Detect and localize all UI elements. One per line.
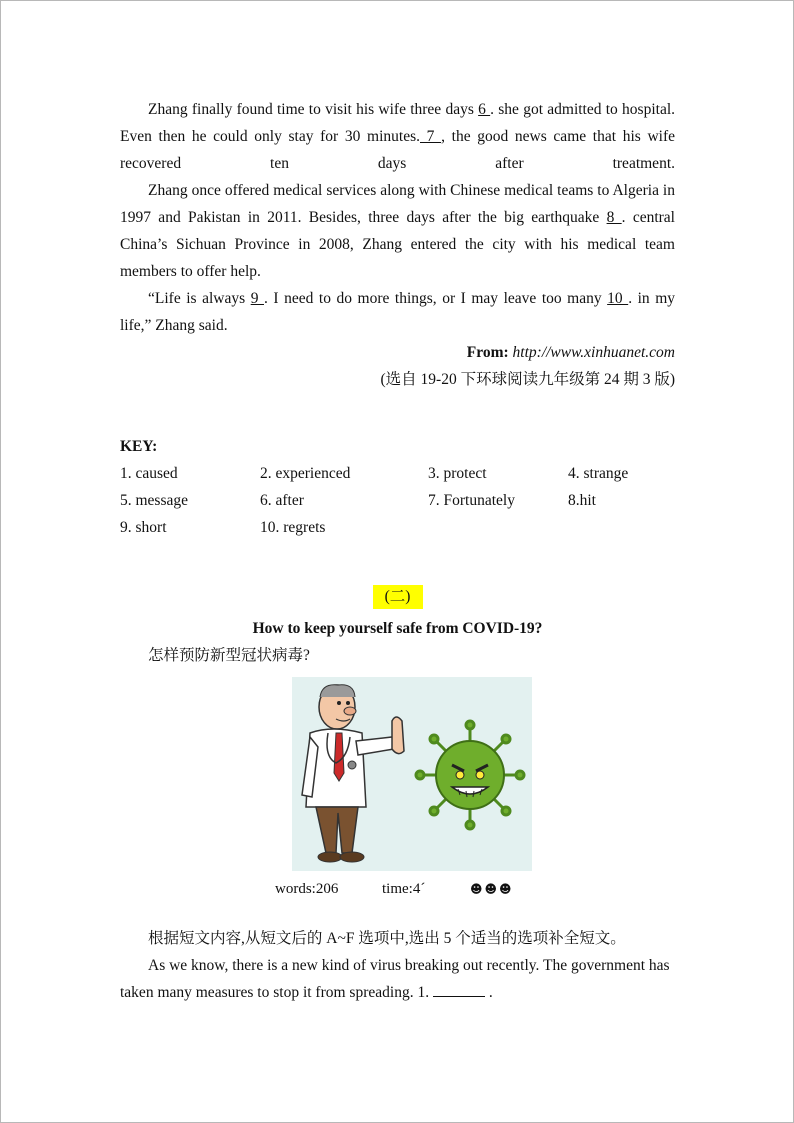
virus-figure [416, 721, 524, 829]
key-answer: 5. message [120, 492, 189, 509]
key-answer: 6. after [260, 492, 304, 509]
key-answer: 2. experienced [260, 465, 351, 482]
answer-blank-1[interactable] [433, 982, 485, 997]
doctor-stopping-virus-illustration [292, 677, 532, 871]
section-label: (二) [373, 585, 423, 609]
blank-7: 7 [420, 128, 442, 145]
key-answer: 3. protect [428, 465, 487, 482]
section2-paragraph-1: As we know, there is a new kind of virus breaking out recently. The government has taken many measures to stop it from spreading. 1. . [120, 957, 670, 1001]
reading-time: time:4´ [382, 881, 426, 897]
key-answer: 10. regrets [260, 519, 326, 536]
document-body [120, 96, 675, 1006]
key-answer: 1. caused [120, 465, 178, 482]
passage-paragraph-3: “Life is always 9 . I need to do more things, or I may leave too many 10 . in my life,” Zhang said. [120, 290, 676, 334]
passage-paragraph-2: Zhang once offered medical services along with Chinese medical teams to Algeria in 1997 and Pakistan in 2011. Besides, three days after the big earthquake 8 . central China’s Sichuan Province in 2008, Zhang entered the city with his medical team members to offer help. [120, 182, 675, 280]
source-url[interactable]: http://www.xinhuanet.com [512, 344, 675, 361]
blank-6: 6 [478, 101, 491, 118]
reading-meta-row [120, 875, 675, 903]
blank-9: 9 [250, 290, 264, 307]
key-answer: 8.hit [568, 492, 596, 509]
answer-key-grid [120, 460, 675, 541]
section-title: How to keep yourself safe from COVID-19? [252, 620, 543, 637]
source-line: From: http://www.xinhuanet.com [466, 344, 675, 361]
word-count: words:206 [275, 881, 339, 897]
blank-8: 8 [606, 209, 622, 226]
selection-note: (选自 19-20 下环球阅读九年级第 24 期 3 版) [380, 371, 675, 388]
key-answer: 7. Fortunately [428, 492, 515, 509]
blank-10: 10 [607, 290, 629, 307]
key-title: KEY: [120, 438, 158, 455]
instruction-cn: 根据短文内容,从短文后的 A~F 选项中,选出 5 个适当的选项补全短文。 [148, 930, 626, 947]
key-answer: 4. strange [568, 465, 629, 482]
difficulty-faces: ☻☻☻ [470, 882, 514, 896]
key-answer: 9. short [120, 519, 167, 536]
section-subtitle-cn: 怎样预防新型冠状病毒? [148, 647, 310, 664]
passage-paragraph-1: Zhang finally found time to visit his wife three days 6 . she got admitted to hospital. Even then he could only stay for 30 minutes. 7 , the good news came that his wife recovered ten days after treatment. [120, 101, 676, 172]
